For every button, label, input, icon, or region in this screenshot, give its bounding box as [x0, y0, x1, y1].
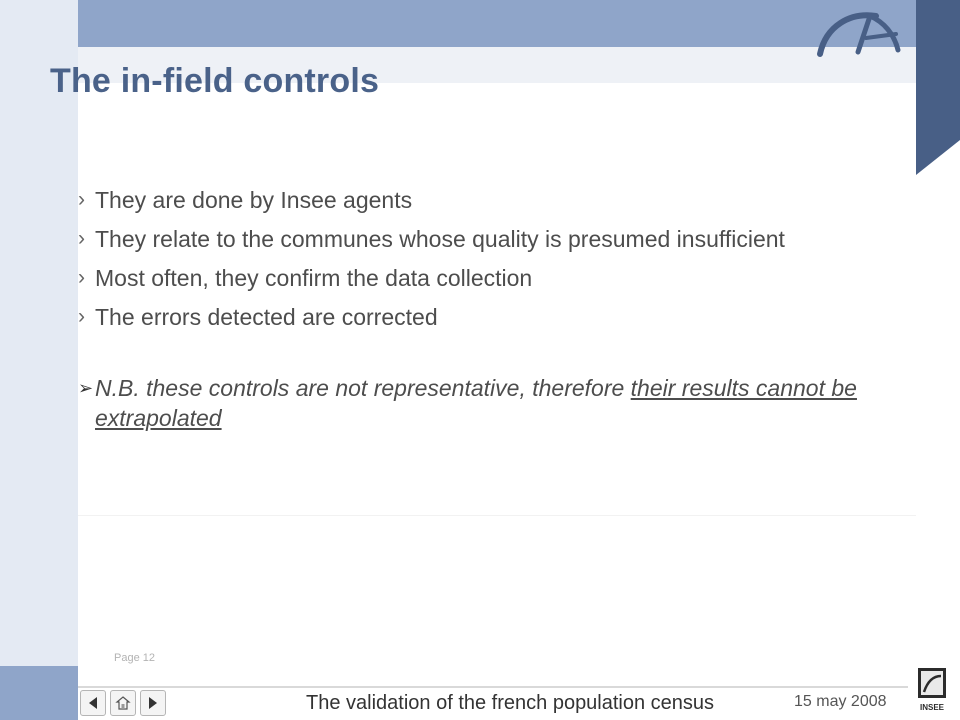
chevron-right-icon: ›: [78, 188, 85, 211]
home-slide-button[interactable]: [110, 690, 136, 716]
insee-logo-text: INSEE: [919, 703, 945, 712]
footer-rule: [78, 686, 908, 688]
bullet-text: Most often, they confirm the data collection: [95, 265, 533, 291]
slide-navigation: [80, 690, 166, 716]
triangle-left-icon: [87, 696, 99, 710]
bullet-text: They relate to the communes whose quality is presumed insufficient: [95, 226, 785, 252]
top-decor-band: [78, 0, 916, 47]
next-slide-button[interactable]: [140, 690, 166, 716]
left-decor-band: [0, 0, 78, 720]
bullet-list: [78, 185, 878, 332]
insee-logo-icon: [912, 664, 952, 714]
bullet-text: The errors detected are corrected: [95, 304, 438, 330]
footer-decor-band: [0, 666, 78, 720]
page-number: Page 12: [114, 652, 155, 664]
bullet-text: They are done by Insee agents: [95, 187, 413, 213]
footer-date: 15 may 2008: [794, 693, 887, 710]
bullet-item: [78, 263, 878, 293]
footer-title: The validation of the french population census: [306, 692, 715, 714]
census-logo-icon: [812, 4, 904, 60]
bullet-item: [78, 224, 878, 254]
triangle-right-icon: [147, 696, 159, 710]
chevron-right-icon: ›: [78, 266, 85, 289]
nb-note: [78, 373, 878, 433]
nb-note-emphasis: their results cannot be extrapolated: [95, 375, 857, 431]
page-title: The in-field controls: [50, 62, 380, 100]
bullet-item: [78, 302, 878, 332]
nb-note-text: N.B. these controls are not representative, therefore: [95, 375, 631, 401]
prev-slide-button[interactable]: [80, 690, 106, 716]
bullet-item: [78, 185, 878, 215]
right-corner-decor: [916, 0, 960, 175]
chevron-right-icon: ›: [78, 227, 85, 250]
chevron-right-icon: ›: [78, 305, 85, 328]
arrow-bullet-icon: ➢: [78, 378, 94, 398]
slide-content: [78, 185, 878, 515]
home-icon: [115, 695, 131, 711]
content-divider: [78, 515, 916, 516]
